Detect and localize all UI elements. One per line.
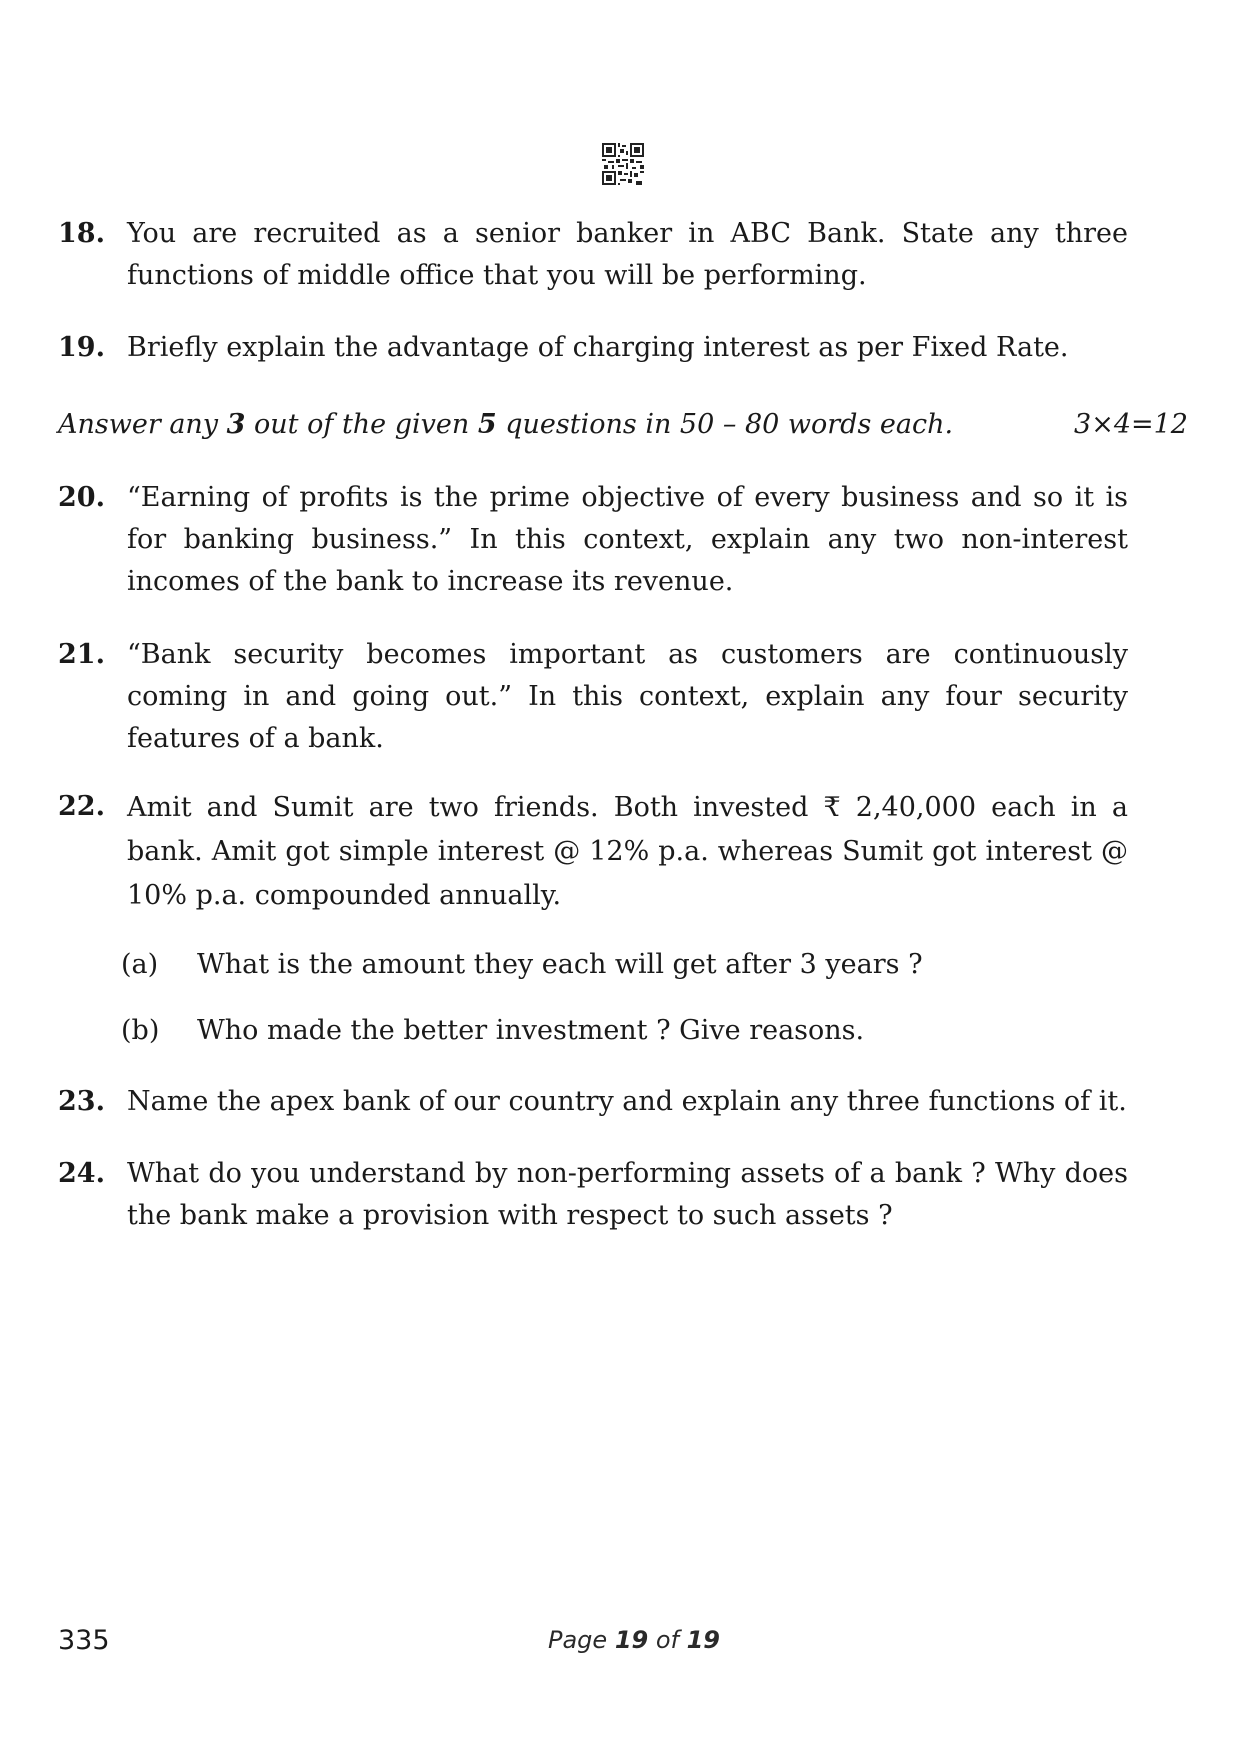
question-number: 23.: [58, 1086, 105, 1117]
part-text: Who made the better investment ? Give reasons.: [197, 1015, 865, 1046]
question-number: 18.: [58, 218, 105, 249]
instruction-text: Answer any 3 out of the given 5 questions in 50 – 80 words each.: [58, 409, 954, 440]
paper-code: 335: [58, 1625, 110, 1656]
question-text: Name the apex bank of our country and explain any three functions of it.: [127, 1086, 1127, 1117]
question-text: “Bank security becomes important as customers are continuously coming in and going out.” In this context, explain any four security features of a bank.: [127, 639, 1128, 754]
question-number: 21.: [58, 639, 105, 670]
part-label: (b): [121, 1015, 160, 1046]
qr-code-icon: [602, 143, 644, 185]
question-text: You are recruited as a senior banker in ABC Bank. State any three functions of middle office that you will be performing.: [127, 218, 1128, 291]
question-22-part-a: [121, 944, 923, 986]
question-19: [58, 327, 1128, 369]
question-22: [58, 786, 1128, 918]
question-20: [58, 477, 1128, 603]
question-21: [58, 634, 1128, 760]
question-text: What do you understand by non-performing assets of a bank ? Why does the bank make a provision with respect to such assets ?: [127, 1158, 1128, 1231]
question-number: 20.: [58, 482, 105, 513]
question-text: Amit and Sumit are two friends. Both invested ₹ 2,40,000 each in a bank. Amit got simple interest @ 12% p.a. whereas Sumit got interest @ 10% p.a. compounded annually.: [127, 792, 1128, 911]
question-text: Briefly explain the advantage of charging interest as per Fixed Rate.: [127, 332, 1069, 363]
question-24: [58, 1153, 1128, 1237]
section-instruction: [58, 404, 1188, 446]
question-number: 19.: [58, 332, 105, 363]
question-23: [58, 1081, 1128, 1123]
question-number: 24.: [58, 1158, 105, 1189]
part-text: What is the amount they each will get after 3 years ?: [197, 949, 923, 980]
question-text: “Earning of profits is the prime objective of every business and so it is for banking business.” In this context, explain any two non-interest incomes of the bank to increase its revenue.: [127, 482, 1128, 597]
section-marks: 3×4=12: [1074, 409, 1188, 440]
part-label: (a): [121, 949, 159, 980]
question-18: [58, 213, 1128, 297]
page-number: Page 19 of 19: [548, 1626, 721, 1654]
question-number: 22.: [58, 791, 105, 822]
question-22-part-b: [121, 1010, 864, 1052]
